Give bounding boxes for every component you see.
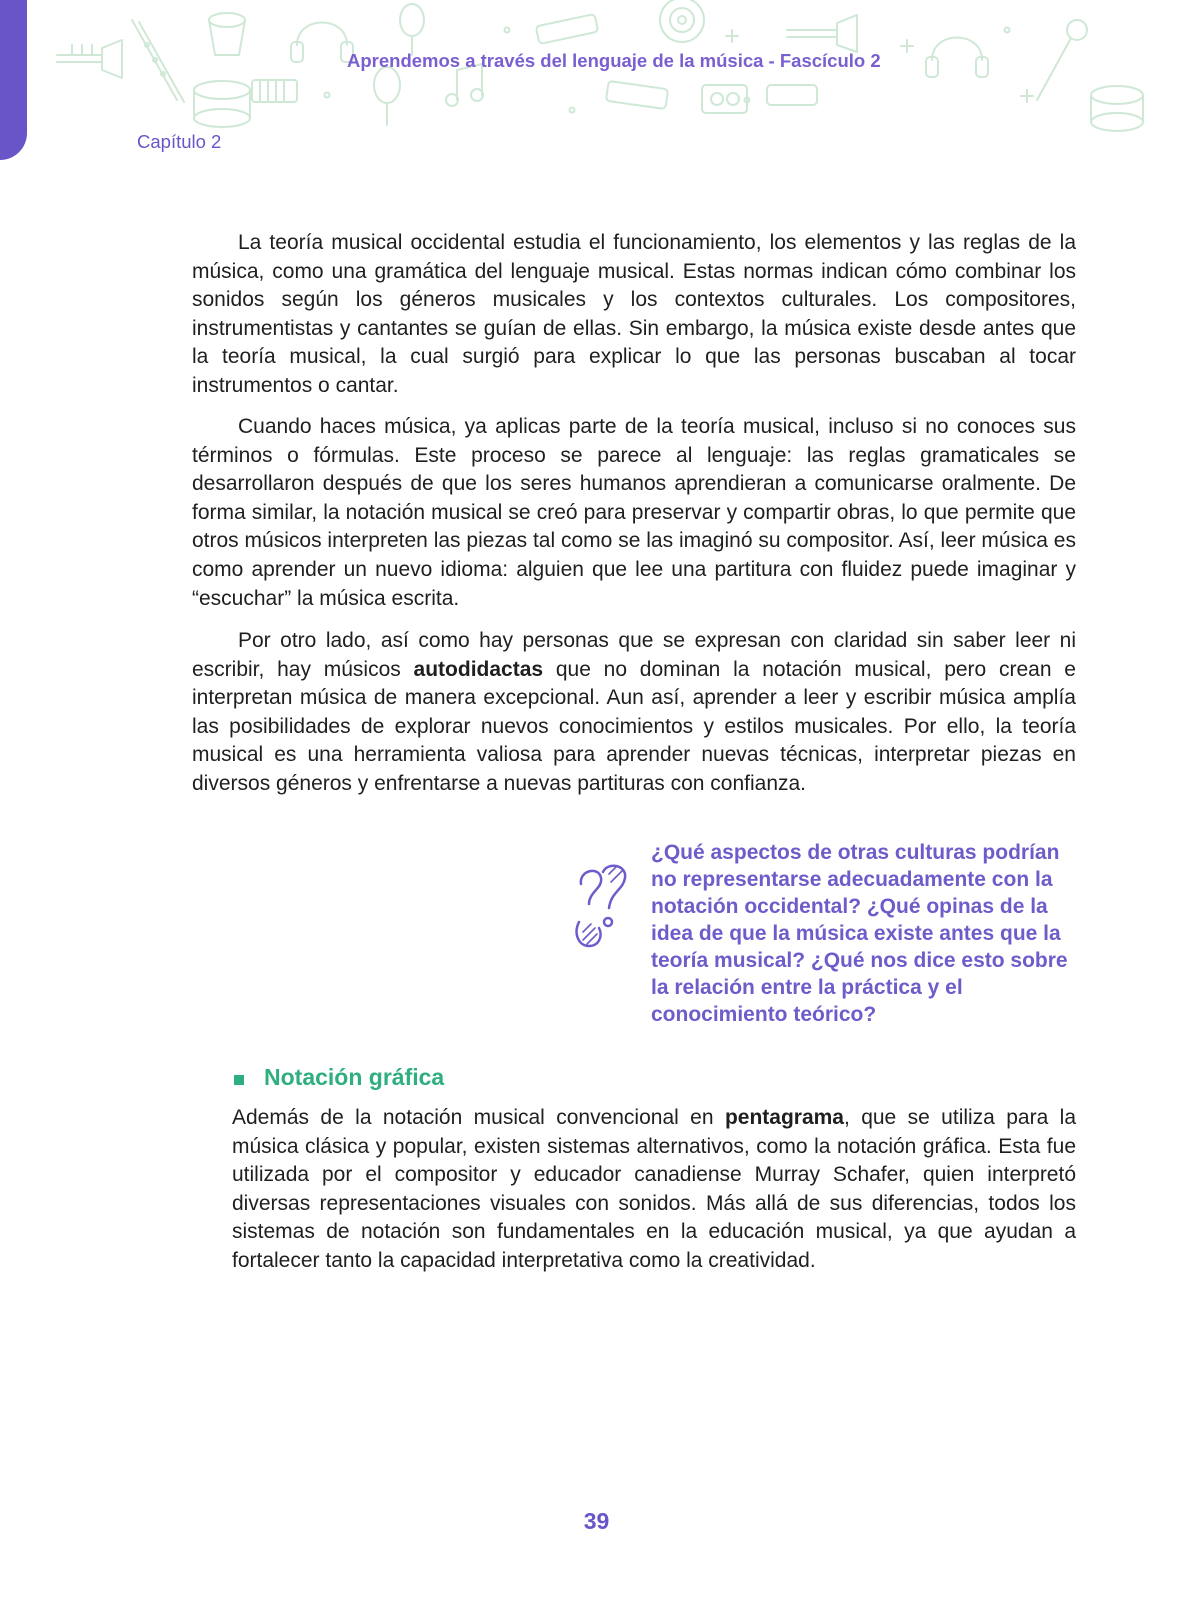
question-marks-icon [573,862,633,954]
paragraph-text: Por otro lado, así como hay personas que se expresan con claridad sin saber leer ni escribir, hay músicos [192,629,1076,681]
headphones-icon-right [926,38,988,78]
page-number: 39 [583,1508,610,1534]
section-paragraph [232,1104,1076,1276]
paragraph-text: que no dominan la notación musical, pero crean e interpretan música de manera excepcional. Aun así, aprender a leer y escribir música amplía las posibilidades de explorar nuevos conocimientos y estilos musicales. Por ello, la teoría musical es una herramienta valiosa para aprender nuevas técnicas, interpretar piezas en diversos géneros y enfrentarse a nuevas partituras con confianza. [192,657,1076,795]
section-bullet [234,1075,244,1085]
paragraph: Cuando haces música, ya aplicas parte de la teoría musical, incluso si no conoces sus términos o fórmulas. Este proceso se parece al lenguaje: las reglas gramaticales se desarrollaron después de que los seres humanos aprendieran a comunicarse oralmente. De forma similar, la notación musical se creó para preservar y compartir obras, lo que permite que otros músicos interpreten las piezas tal como se las imaginó su compositor. Así, leer música es como aprender un nuevo idioma: alguien que lee una partitura con fluidez puede imaginar y “escuchar” la música escrita. [192,415,1076,610]
section-heading: Notación gráfica [264,1064,445,1090]
chapter-label: Capítulo 2 [137,131,222,152]
flute-icon [132,20,184,102]
running-head: Aprendemos a través del lenguaje de la música - Fascículo 2 [347,50,881,71]
paragraph: La teoría musical occidental estudia el funcionamiento, los elementos y las reglas de la música, como una gramática del lenguaje musical. Estas normas indican cómo combinar los sonidos según los géneros musicales y los contextos culturales. Los compositores, instrumentistas y cantantes se guían de ellas. Sin embargo, la música existe desde antes que la teoría musical, la cual surgió para explicar lo que las personas buscaban al tocar instrumentos o cantar. [192,231,1076,397]
paragraph-text: Además de la notación musical convencional en [232,1106,725,1129]
reflection-question: ¿Qué aspectos de otras culturas podrían no representarse adecuadamente con la notación occidental? ¿Qué opinas de la idea de que la música existe antes que la teoría musical? ¿Qué nos dice esto sobre la relación entre la práctica y el conocimiento teórico? [651,841,1068,1026]
paragraph [192,627,1076,799]
vinyl-icon [660,0,704,42]
xylophone-icon [252,80,297,102]
trumpet-icon [57,40,122,78]
bold-term: pentagrama [724,1106,844,1129]
chapter-side-tab [0,0,27,160]
microphone-icon [1037,20,1087,100]
drum-icon-right [702,85,1143,131]
drum-icon [194,13,250,127]
bold-term: autodidactas [413,657,544,681]
paragraph-text: , que se utiliza para la música clásica y popular, existen sistemas alternativos, como la notación gráfica. Esta fue utilizada por el compositor y educador canadiense Murray Schafer, quien interpretó diversas representaciones visuales con sonidos. Más allá de sus diferencias, todos los sistemas de notación son fundamentales en la educación musical, ya que ayudan a fortalecer tanto la capacidad interpretativa como la creatividad. [232,1106,1077,1272]
headphones-icon [291,23,353,63]
